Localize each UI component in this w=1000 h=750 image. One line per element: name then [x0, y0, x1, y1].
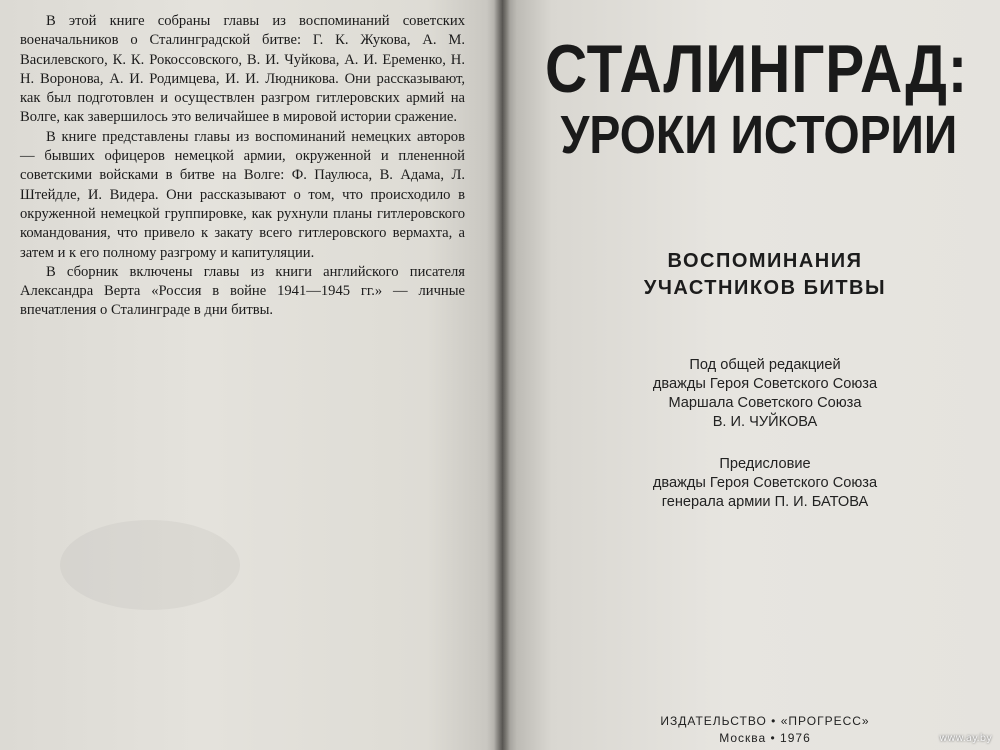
annotation-paragraph-3: В сборник включены главы из книги английского писателя Александра Верта «Россия в войне 1941—1945 гг.» — личные впечатления о Сталинграде в дни битвы.: [20, 263, 465, 319]
watermark-text: www.ay.by: [939, 733, 992, 744]
city-year: Москва • 1976: [719, 731, 811, 745]
subtitle-line-2: УЧАСТНИКОВ БИТВЫ: [643, 277, 887, 299]
book-gutter: [494, 0, 510, 750]
preface-line-3: генерала армии П. И. БАТОВА: [661, 494, 869, 510]
book-subtitle: [560, 248, 970, 302]
annotation-paragraph-1: В этой книге собраны главы из воспоминаний советских военачальников о Сталинградской битве: Г. К. Жукова, А. М. Василевского, К. К. Рокоссовского, В. И. Чуйкова, А. И. Еременко, Н. Н. Воронова, А. И. Родимцева, И. И. Людникова. Они рассказывают, как был подготовлен и осуществлен разгром гитлеровских армий на Волге, как завершилось это величайшее в мировой истории сражение.: [20, 13, 465, 126]
preface-credit: [600, 455, 930, 512]
preface-line-2: дважды Героя Советского Союза: [652, 475, 878, 491]
editor-line-4: В. И. ЧУЙКОВА: [712, 414, 818, 430]
publisher-imprint: [640, 713, 890, 747]
title-line-1: СТАЛИНГРАД:: [545, 31, 969, 107]
title-line-2: УРОКИ ИСТОРИИ: [560, 105, 958, 165]
annotation-paragraph-2: В книге представлены главы из воспоминаний немецких авторов — бывших офицеров немецкой армии, окруженной и плененной советскими войсками в битве на Волге: Ф. Паулюса, В. Адама, Л. Штейдле, И. Видера. Они рассказывают о том, что происходило в окруженной немецкой группировке, как рухнули планы гитлеровского командования, что привело к закату всего гитлеровского вермахта, а затем и к его полному разгрому и капитуляции.: [20, 128, 465, 261]
preface-line-1: Предисловие: [719, 456, 811, 472]
editor-line-1: Под общей редакцией: [689, 357, 841, 373]
editor-line-2: дважды Героя Советского Союза: [652, 376, 878, 392]
publisher-name: ИЗДАТЕЛЬСТВО • «ПРОГРЕСС»: [660, 714, 870, 728]
subtitle-line-1: ВОСПОМИНАНИЯ: [667, 250, 863, 272]
annotation-text: [20, 12, 465, 321]
editor-credit: [600, 356, 930, 432]
editor-line-3: Маршала Советского Союза: [668, 395, 862, 411]
paper-smudge: [60, 520, 240, 610]
book-title: [545, 31, 969, 165]
